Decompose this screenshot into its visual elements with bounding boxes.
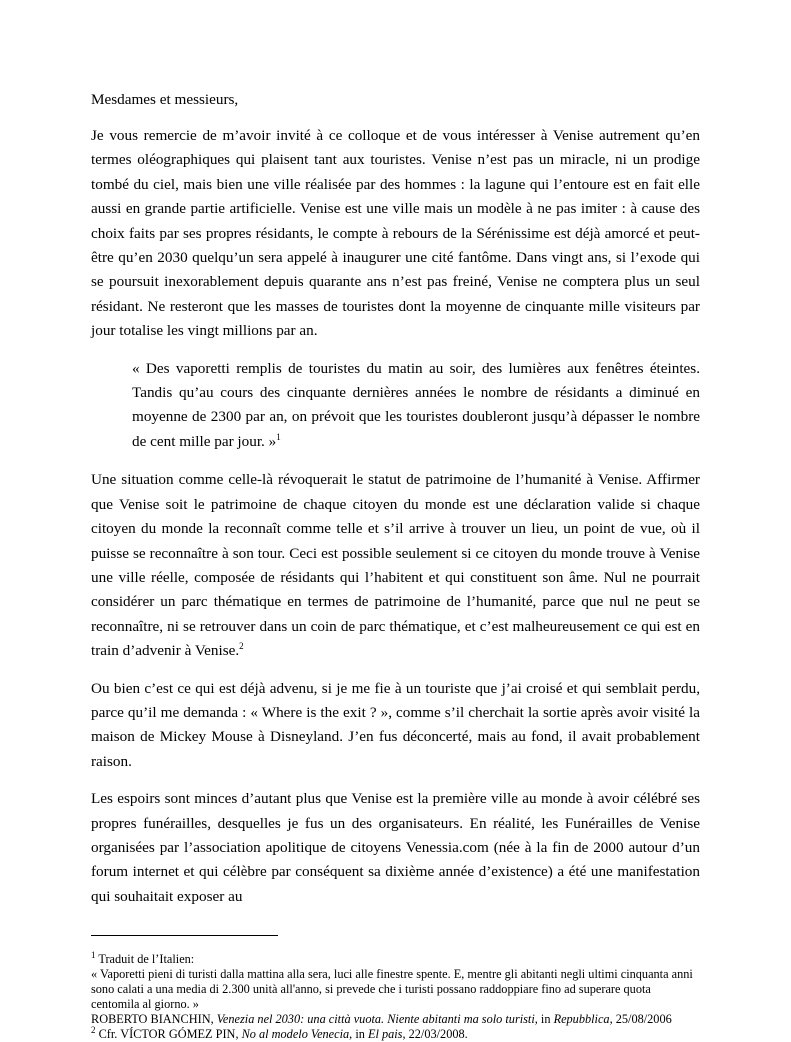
footnote-1-date: , 25/08/2006 (609, 1012, 672, 1027)
footnote-2-in: , in (349, 1027, 368, 1042)
footnote-separator (91, 935, 278, 936)
paragraph-3: Ou bien c’est ce qui est déjà advenu, si je me fie à un touriste que j’ai croisé et qui semblait perdu, parce qu’il me demanda : « Where is the exit ? », comme s’il cherchait la sortie après avoir visité la maison de Mickey Mouse à Disneyland. J’en fus déconcerté, mais au fond, il avait probablement raison. (91, 679, 700, 770)
footnote-1-source: Repubblica (553, 1012, 610, 1027)
quote-text: « Des vaporetti remplis de touristes du matin au soir, des lumières aux fenêtres éteintes. Tandis qu’au cours des cinquante dernières années le nombre de résidants a diminué en moyenne de 2300 par an, on prévoit que les touristes doubleront jusqu’à dépasser le nombre de cent mille par jour. » (132, 359, 700, 450)
footnote-1-intro-text: Traduit de l’Italien: (98, 952, 195, 967)
footnote-2-source: El pais (367, 1027, 403, 1042)
footnote-2-date: , 22/03/2008. (402, 1027, 468, 1042)
footnote-2-number: 2 (91, 1025, 96, 1036)
footnote-2 (91, 1027, 700, 1042)
footnote-1-original: « Vaporetti pieni di turisti dalla mattina alla sera, luci alle finestre spente. E, mentre gli abitanti negli ultimi cinquanta anni sono calati a una media di 2.300 unità all'anno, si prevede che i turisti possano raddoppiare fino ad superare quota centomila al giorno. » (91, 967, 693, 1012)
footnote-2-title: No al modelo Venecia (241, 1027, 350, 1042)
paragraph-2 (91, 468, 700, 663)
footnote-1-citation (91, 1012, 700, 1027)
block-quote (132, 357, 700, 455)
footnote-1-title: Venezia nel 2030: una città vuota. Niente abitanti ma solo turisti (216, 1012, 535, 1027)
footnote-ref-2[interactable]: 2 (239, 641, 244, 652)
document-page (91, 88, 700, 1042)
footnote-1-author: ROBERTO BIANCHIN, (91, 1012, 217, 1027)
paragraph-4: Les espoirs sont minces d’autant plus que Venise est la première ville au monde à avoir célébré ses propres funérailles, desquelles je fus un des organisateurs. En réalité, les Funérailles de Venise organisées par l’association apolitique de citoyens Venessia.com (née à la fin de 2000 autour d’un forum internet et qui célèbre par conséquent sa dixième année d’existence) a été une manifestation qui souhaitait exposer au (91, 790, 700, 905)
footnote-ref-1[interactable]: 1 (276, 431, 281, 442)
footnote-1-number: 1 (91, 950, 96, 961)
footnotes (91, 952, 700, 1042)
paragraph-1: Je vous remercie de m’avoir invité à ce colloque et de vous intéresser à Venise autrement qu’en termes oléographiques qui plaisent tant aux touristes. Venise n’est pas un miracle, ni un prodige tombé du ciel, mais bien une ville réalisée par des hommes : la lagune qui l’entoure est en fait elle aussi en grande partie artificielle. Venise est une ville mais un modèle à ne pas imiter : à cause des choix faits par ses propres résidants, le compte à rebours de la Sérénissime est déjà amorcé et peut-être qu’en 2030 quelqu’un sera appelé à inaugurer une cité fantôme. Dans vingt ans, si l’exode qui se poursuit inexorablement depuis quarante ans n’est pas freiné, Venise ne comptera plus un seul résidant. Ne resteront que les masses de touristes dont la moyenne de cinquante mille visiteurs par jour totalise les vingt millions par an. (91, 127, 700, 340)
footnote-2-prefix: Cfr. VÍCTOR GÓMEZ PIN, (95, 1027, 242, 1042)
footnote-1-intro (91, 952, 700, 967)
paragraph-2-text: Une situation comme celle-là révoquerait le statut de patrimoine de l’humanité à Venise. Affirmer que Venise soit le patrimoine de chaque citoyen du monde est une déclaration valide si chaque citoyen du monde la reconnaît comme telle et s’il arrive à trouver un lieu, un point de vue, où il puisse se reconnaître à son tour. Ceci est possible seulement si ce citoyen du monde trouve à Venise une ville réelle, composée de résidants qui l’habitent et qui constituent son âme. Nul ne pourrait considérer un parc thématique en termes de patrimoine de l’humanité, parce que nul ne peut se reconnaître, ni se retrouver dans un coin de parc thématique, et c’est malheureusement ce qui est en train d’advenir à Venise. (91, 471, 700, 660)
footnote-1-in: , in (534, 1012, 554, 1027)
salutation: Mesdames et messieurs, (91, 91, 239, 108)
